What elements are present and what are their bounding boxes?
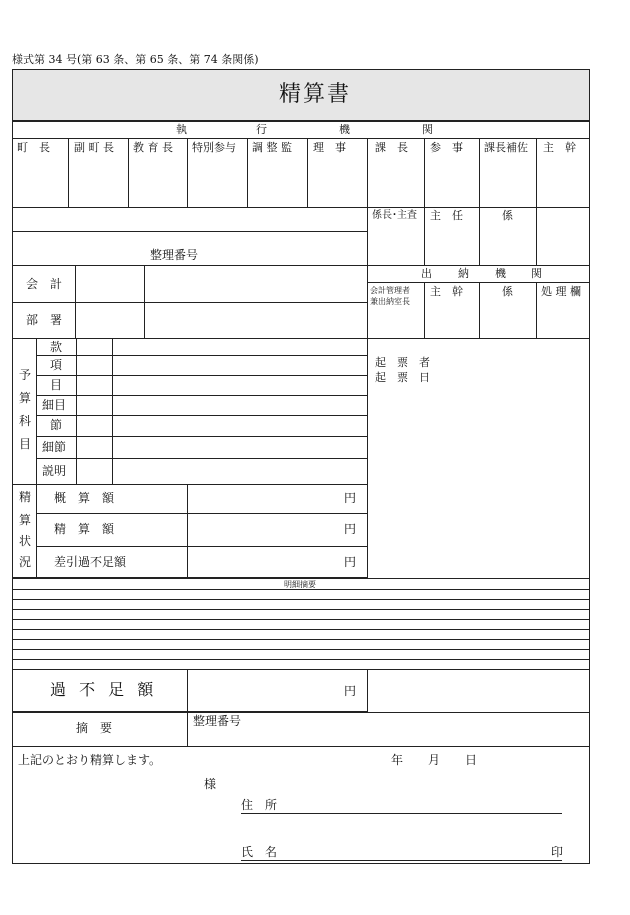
kaikei-kanrisha: 会計管理者 — [370, 286, 410, 295]
yosan-label-2: 算 — [19, 391, 32, 405]
rule — [36, 513, 367, 514]
shikko-kikan-2: 行 — [256, 123, 267, 136]
suito-kikan-1: 出 — [421, 267, 432, 280]
form-frame — [12, 69, 590, 864]
date-year: 年 — [391, 753, 404, 767]
rule — [36, 395, 367, 396]
meisai-tekiyo-label: 明細摘要 — [284, 580, 316, 589]
official-chosei: 調 整 監 — [252, 141, 292, 154]
yosan-saimoku: 細目 — [42, 398, 67, 412]
shikko-kikan-3: 機 — [339, 123, 350, 136]
suito-kikan-3: 機 — [495, 267, 506, 280]
rule — [12, 629, 590, 630]
official-kacho: 課 長 — [375, 141, 408, 154]
official-kyoikucho: 教 育 長 — [133, 141, 173, 154]
rule — [12, 265, 590, 266]
rule — [12, 338, 590, 339]
official-shukan: 主 幹 — [543, 141, 576, 154]
rule — [112, 338, 113, 484]
suito-kikan-4: 関 — [531, 267, 542, 280]
rule — [36, 458, 367, 459]
gaisan-gaku-label: 概 算 額 — [54, 491, 115, 505]
jusho-label: 住 所 — [241, 798, 278, 812]
rule — [479, 282, 480, 338]
date-day: 日 — [465, 753, 478, 767]
shimei-label: 氏 名 — [241, 845, 278, 859]
rule — [536, 138, 537, 265]
sabiki-kabusoku-label: 差引過不足額 — [54, 555, 127, 569]
shunin: 主 任 — [430, 209, 463, 222]
official-tokubetsu: 特別参与 — [192, 141, 236, 154]
tekiyo-label: 摘 要 — [76, 721, 113, 735]
shikko-kikan-1: 執 — [176, 123, 187, 136]
kabusoku-gaku-unit: 円 — [344, 684, 357, 698]
seisan-gaku-label: 精 算 額 — [54, 522, 115, 536]
yosan-setsu: 節 — [50, 418, 63, 432]
rule — [479, 138, 480, 265]
in-seal-label: 印 — [551, 845, 564, 859]
rule — [367, 578, 590, 579]
rule — [12, 484, 367, 485]
official-kachohosa: 課長補佐 — [484, 141, 528, 154]
shori-ran: 処 理 欄 — [541, 285, 581, 298]
yosan-moku: 目 — [50, 378, 63, 392]
rule — [12, 207, 590, 208]
jusho-line — [241, 813, 562, 814]
yosan-ko: 項 — [50, 358, 63, 372]
rule — [12, 589, 590, 590]
kabusoku-gaku-label: 過 不 足 額 — [50, 680, 158, 699]
seisan-label-1: 精 — [19, 490, 32, 504]
busho-label: 部 署 — [26, 313, 63, 327]
rule — [76, 338, 77, 484]
kihyo-bi-label: 起 票 日 — [375, 371, 430, 384]
rule — [36, 355, 367, 356]
yosan-setsumei: 説明 — [42, 464, 67, 478]
rule — [12, 599, 590, 600]
sabiki-kabusoku-unit: 円 — [344, 555, 357, 569]
suito-kikan-2: 納 — [458, 267, 469, 280]
rule — [187, 484, 188, 578]
yosan-saisetsu: 細節 — [42, 440, 67, 454]
official-riji: 理 事 — [313, 141, 346, 154]
rule — [12, 639, 590, 640]
kenshutsunoshitsucho: 兼出納室長 — [370, 297, 410, 306]
seiri-bango-label: 整理番号 — [150, 248, 199, 262]
shikko-kikan-4: 関 — [422, 123, 433, 136]
rule — [187, 138, 188, 207]
rule — [68, 138, 69, 207]
rule — [367, 669, 368, 712]
rule — [128, 138, 129, 207]
statement-text: 上記のとおり精算します。 — [18, 753, 162, 767]
kakari: 係 — [502, 209, 513, 222]
shimei-line — [241, 860, 562, 861]
seisan-label-2: 算 — [19, 513, 32, 527]
seisan-gaku-unit: 円 — [344, 522, 357, 536]
yosan-kan: 款 — [50, 340, 63, 354]
seisan-label-3: 状 — [19, 534, 32, 548]
rule — [307, 138, 308, 207]
rule — [536, 282, 537, 338]
rule — [36, 375, 367, 376]
yosan-label-3: 科 — [19, 414, 32, 428]
form-number-label: 様式第 34 号(第 63 条、第 65 条、第 74 条関係) — [12, 53, 259, 66]
rule — [12, 577, 367, 579]
rule — [424, 282, 425, 338]
rule — [424, 138, 425, 265]
rule — [187, 669, 188, 746]
rule — [12, 619, 590, 620]
kihyo-sha-label: 起 票 者 — [375, 356, 430, 369]
kakaricho-shusa: 係長･主査 — [372, 210, 417, 221]
rule — [12, 649, 590, 650]
rule — [367, 712, 590, 713]
official-cho: 町 長 — [17, 141, 50, 154]
rule — [12, 302, 367, 303]
suito-shukan: 主 幹 — [430, 285, 463, 298]
official-fukucho: 副 町 長 — [74, 141, 114, 154]
rule — [36, 436, 367, 437]
seisan-label-4: 況 — [19, 555, 32, 569]
gaisan-gaku-unit: 円 — [344, 491, 357, 505]
rule — [367, 138, 368, 578]
rule — [12, 138, 590, 139]
sama-label: 様 — [204, 777, 217, 791]
rule — [36, 546, 367, 547]
rule — [12, 659, 590, 660]
rule — [12, 711, 367, 713]
rule — [12, 120, 590, 122]
yosan-label-4: 目 — [19, 437, 32, 451]
rule — [12, 669, 590, 670]
date-month: 月 — [428, 753, 441, 767]
kaikei-label: 会 計 — [26, 277, 63, 291]
yosan-label-1: 予 — [19, 368, 32, 382]
rule — [247, 138, 248, 207]
seiri-bango-2-label: 整理番号 — [193, 714, 242, 728]
suito-kakari: 係 — [502, 285, 513, 298]
rule — [12, 231, 367, 232]
rule — [36, 415, 367, 416]
form-title: 精算書 — [278, 82, 351, 107]
rule — [12, 609, 590, 610]
rule — [12, 746, 590, 747]
official-sanji: 参 事 — [430, 141, 463, 154]
